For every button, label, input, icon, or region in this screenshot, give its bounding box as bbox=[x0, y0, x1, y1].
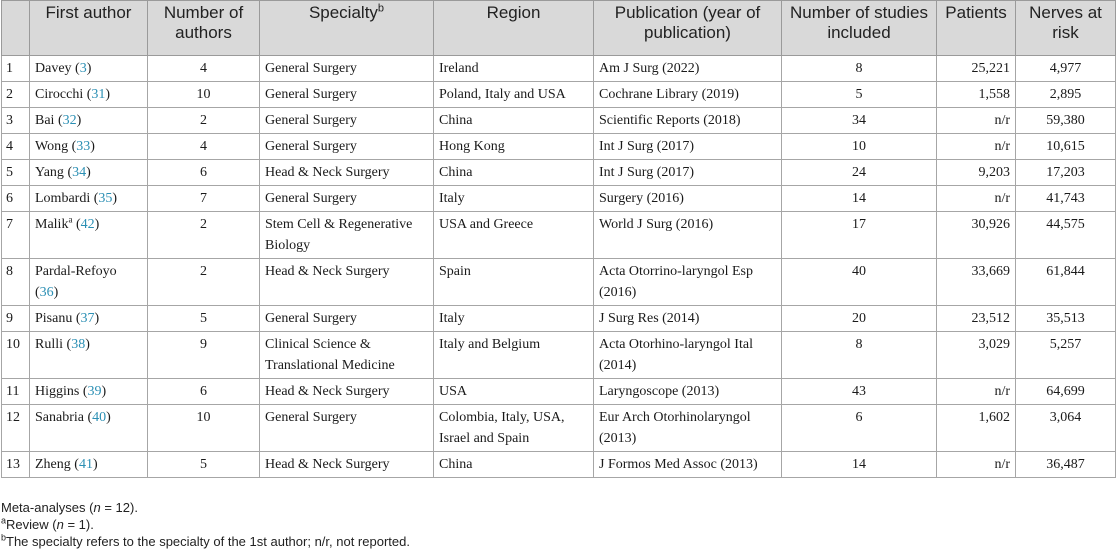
nerves-value: 35,513 bbox=[1046, 311, 1085, 326]
table-row bbox=[2, 259, 1116, 306]
cell-first-author: Pisanu (37) bbox=[30, 306, 148, 332]
patients-value: 9,203 bbox=[978, 165, 1010, 180]
cell-patients bbox=[937, 212, 1016, 259]
cell-index bbox=[2, 134, 30, 160]
cell-patients bbox=[937, 108, 1016, 134]
table-row bbox=[2, 306, 1116, 332]
patients-value: 25,221 bbox=[971, 61, 1010, 76]
region-value: Hong Kong bbox=[439, 139, 505, 154]
cell-publication bbox=[594, 82, 782, 108]
cell-number-of-authors bbox=[148, 212, 260, 259]
cell-region bbox=[434, 134, 594, 160]
cell-patients bbox=[937, 134, 1016, 160]
cell-region bbox=[434, 306, 594, 332]
cell-publication bbox=[594, 108, 782, 134]
cell-first-author: Pardal-Refoyo (36) bbox=[30, 259, 148, 306]
cell-nerves-at-risk bbox=[1016, 212, 1116, 259]
cell-patients bbox=[937, 186, 1016, 212]
cell-first-author: Lombardi (35) bbox=[30, 186, 148, 212]
note-3-sup: b bbox=[1, 532, 7, 543]
reference-link[interactable]: 36 bbox=[39, 285, 54, 300]
studies-count: 6 bbox=[855, 410, 863, 425]
cell-number-of-authors bbox=[148, 82, 260, 108]
cell-first-author: Sanabria (40) bbox=[30, 405, 148, 452]
index-value: 9 bbox=[6, 311, 13, 326]
cell-index bbox=[2, 405, 30, 452]
cell-region bbox=[434, 379, 594, 405]
table-row bbox=[2, 186, 1116, 212]
cell-region bbox=[434, 56, 594, 82]
table-row bbox=[2, 134, 1116, 160]
publication-value: World J Surg (2016) bbox=[599, 217, 714, 232]
authors-count: 2 bbox=[200, 113, 207, 128]
cell-number-of-authors bbox=[148, 160, 260, 186]
cell-number-of-studies bbox=[782, 306, 937, 332]
studies-count: 5 bbox=[855, 87, 863, 102]
region-value: Italy bbox=[439, 191, 465, 206]
author-name: Wong bbox=[35, 139, 69, 154]
reference-link[interactable]: 34 bbox=[72, 165, 87, 180]
patients-value: n/r bbox=[994, 384, 1010, 399]
region-value: Italy and Belgium bbox=[439, 337, 541, 352]
specialty-value: General Surgery bbox=[265, 113, 357, 128]
author-name: Bai bbox=[35, 113, 55, 128]
nerves-value: 44,575 bbox=[1046, 217, 1085, 232]
cell-index bbox=[2, 379, 30, 405]
publication-value: Eur Arch Otorhinolaryngol (2013) bbox=[599, 410, 751, 446]
specialty-value: Head & Neck Surgery bbox=[265, 264, 390, 279]
patients-value: n/r bbox=[994, 113, 1010, 128]
reference-link[interactable]: 33 bbox=[76, 139, 91, 154]
author-name: Zheng bbox=[35, 457, 71, 472]
nerves-value: 59,380 bbox=[1046, 113, 1085, 128]
authors-count: 4 bbox=[200, 139, 207, 154]
specialty-value: Head & Neck Surgery bbox=[265, 457, 390, 472]
cell-first-author: Zheng (41) bbox=[30, 452, 148, 478]
specialty-value: Clinical Science & Translational Medicine bbox=[265, 337, 395, 373]
header-specialty-sup: b bbox=[377, 2, 385, 15]
patients-value: n/r bbox=[994, 139, 1010, 154]
header-specialty bbox=[260, 1, 434, 56]
cell-index bbox=[2, 212, 30, 259]
authors-count: 5 bbox=[200, 311, 207, 326]
reference-link[interactable]: 31 bbox=[91, 87, 106, 102]
cell-number-of-authors bbox=[148, 108, 260, 134]
cell-index bbox=[2, 332, 30, 379]
reference-link[interactable]: 40 bbox=[92, 410, 107, 425]
authors-count: 4 bbox=[200, 61, 207, 76]
reference-link[interactable]: 32 bbox=[62, 113, 77, 128]
cell-number-of-authors bbox=[148, 259, 260, 306]
cell-first-author: Rulli (38) bbox=[30, 332, 148, 379]
cell-number-of-authors bbox=[148, 306, 260, 332]
header-number-of-studies: Number of studies included bbox=[782, 1, 937, 56]
patients-value: n/r bbox=[994, 457, 1010, 472]
cell-patients bbox=[937, 452, 1016, 478]
specialty-value: General Surgery bbox=[265, 87, 357, 102]
authors-count: 7 bbox=[200, 191, 207, 206]
cell-index bbox=[2, 108, 30, 134]
patients-value: 30,926 bbox=[971, 217, 1010, 232]
table-row bbox=[2, 160, 1116, 186]
studies-count: 43 bbox=[852, 384, 866, 399]
header-index bbox=[2, 1, 30, 56]
studies-count: 17 bbox=[852, 217, 866, 232]
cell-specialty bbox=[260, 332, 434, 379]
note-2-prefix: Review ( bbox=[6, 517, 57, 532]
cell-index bbox=[2, 306, 30, 332]
author-name: Yang bbox=[35, 165, 64, 180]
note-1-prefix: Meta-analyses ( bbox=[1, 500, 94, 515]
cell-region bbox=[434, 186, 594, 212]
specialty-value: Stem Cell & Regenerative Biology bbox=[265, 217, 413, 253]
cell-publication bbox=[594, 306, 782, 332]
region-value: Poland, Italy and USA bbox=[439, 87, 566, 102]
cell-nerves-at-risk bbox=[1016, 108, 1116, 134]
studies-count: 40 bbox=[852, 264, 866, 279]
patients-value: 33,669 bbox=[971, 264, 1010, 279]
header-specialty-label: Specialty bbox=[308, 3, 378, 22]
cell-specialty bbox=[260, 186, 434, 212]
authors-count: 10 bbox=[196, 87, 211, 102]
note-2-n: n bbox=[56, 517, 64, 532]
cell-region bbox=[434, 332, 594, 379]
reference-link[interactable]: 38 bbox=[71, 337, 86, 352]
specialty-value: General Surgery bbox=[265, 61, 357, 76]
cell-patients bbox=[937, 56, 1016, 82]
cell-number-of-studies bbox=[782, 56, 937, 82]
reference-link[interactable]: 39 bbox=[87, 384, 102, 399]
cell-number-of-studies bbox=[782, 212, 937, 259]
author-name: Rulli bbox=[35, 337, 64, 352]
author-name: Pardal-Refoyo bbox=[35, 264, 117, 279]
region-value: Italy bbox=[439, 311, 465, 326]
meta-analysis-table bbox=[1, 0, 1116, 478]
table-row bbox=[2, 56, 1116, 82]
publication-value: Acta Otorhino-laryngol Ital (2014) bbox=[599, 337, 753, 373]
cell-nerves-at-risk bbox=[1016, 332, 1116, 379]
cell-region bbox=[434, 452, 594, 478]
table-row bbox=[2, 405, 1116, 452]
note-2-suffix: = 1). bbox=[63, 517, 94, 532]
nerves-value: 3,064 bbox=[1049, 410, 1082, 425]
cell-number-of-authors bbox=[148, 186, 260, 212]
cell-patients bbox=[937, 82, 1016, 108]
cell-number-of-authors bbox=[148, 332, 260, 379]
patients-value: 1,602 bbox=[978, 410, 1010, 425]
cell-publication bbox=[594, 56, 782, 82]
specialty-value: Head & Neck Surgery bbox=[265, 384, 390, 399]
publication-value: Int J Surg (2017) bbox=[599, 139, 695, 154]
publication-value: Cochrane Library (2019) bbox=[599, 87, 739, 102]
cell-region bbox=[434, 259, 594, 306]
cell-publication bbox=[594, 259, 782, 306]
cell-specialty bbox=[260, 56, 434, 82]
author-name: Cirocchi bbox=[35, 87, 84, 102]
reference-link[interactable]: 42 bbox=[80, 217, 95, 232]
cell-specialty bbox=[260, 108, 434, 134]
publication-value: J Formos Med Assoc (2013) bbox=[599, 457, 758, 472]
publication-value: J Surg Res (2014) bbox=[599, 311, 700, 326]
studies-count: 24 bbox=[852, 165, 866, 180]
cell-first-author: Davey (3) bbox=[30, 56, 148, 82]
author-name: Lombardi bbox=[35, 191, 91, 206]
author-name: Malik bbox=[35, 217, 69, 232]
author-note-sup: a bbox=[68, 214, 73, 225]
cell-patients bbox=[937, 332, 1016, 379]
authors-count: 2 bbox=[200, 264, 207, 279]
cell-specialty bbox=[260, 405, 434, 452]
cell-publication bbox=[594, 186, 782, 212]
table-row bbox=[2, 212, 1116, 259]
region-value: China bbox=[439, 165, 473, 180]
header-first-author: First author bbox=[30, 1, 148, 56]
region-value: China bbox=[439, 113, 473, 128]
region-value: USA bbox=[439, 384, 468, 399]
region-value: Colombia, Italy, USA, Israel and Spain bbox=[439, 410, 565, 446]
author-name: Higgins bbox=[35, 384, 80, 399]
publication-value: Scientific Reports (2018) bbox=[599, 113, 741, 128]
cell-specialty bbox=[260, 134, 434, 160]
cell-nerves-at-risk bbox=[1016, 56, 1116, 82]
header-row bbox=[2, 1, 1116, 56]
index-value: 1 bbox=[6, 61, 13, 76]
specialty-value: General Surgery bbox=[265, 410, 357, 425]
authors-count: 6 bbox=[200, 384, 207, 399]
header-patients: Patients bbox=[937, 1, 1016, 56]
index-value: 5 bbox=[6, 165, 13, 180]
studies-count: 34 bbox=[852, 113, 866, 128]
cell-number-of-studies bbox=[782, 160, 937, 186]
studies-count: 14 bbox=[852, 457, 866, 472]
cell-patients bbox=[937, 160, 1016, 186]
cell-specialty bbox=[260, 82, 434, 108]
note-1-n: n bbox=[93, 500, 101, 515]
index-value: 10 bbox=[6, 337, 20, 352]
publication-value: Acta Otorrino-laryngol Esp (2016) bbox=[599, 264, 753, 300]
cell-publication bbox=[594, 134, 782, 160]
patients-value: n/r bbox=[994, 191, 1010, 206]
cell-patients bbox=[937, 306, 1016, 332]
publication-value: Laryngoscope (2013) bbox=[599, 384, 720, 399]
nerves-value: 10,615 bbox=[1046, 139, 1085, 154]
cell-nerves-at-risk bbox=[1016, 452, 1116, 478]
cell-number-of-authors bbox=[148, 405, 260, 452]
authors-count: 9 bbox=[200, 337, 207, 352]
index-value: 3 bbox=[6, 113, 13, 128]
cell-first-author: Malik$^a$ (42) bbox=[30, 212, 148, 259]
cell-number-of-studies bbox=[782, 452, 937, 478]
publication-value: Am J Surg (2022) bbox=[599, 61, 700, 76]
cell-publication bbox=[594, 379, 782, 405]
cell-first-author: Bai (32) bbox=[30, 108, 148, 134]
cell-nerves-at-risk bbox=[1016, 306, 1116, 332]
cell-nerves-at-risk bbox=[1016, 82, 1116, 108]
cell-specialty bbox=[260, 379, 434, 405]
note-1-suffix: = 12). bbox=[100, 500, 138, 515]
authors-count: 6 bbox=[200, 165, 207, 180]
cell-nerves-at-risk bbox=[1016, 134, 1116, 160]
nerves-value: 61,844 bbox=[1046, 264, 1085, 279]
region-value: USA and Greece bbox=[439, 217, 534, 232]
cell-specialty bbox=[260, 212, 434, 259]
cell-nerves-at-risk bbox=[1016, 405, 1116, 452]
note-2-sup: a bbox=[1, 515, 7, 526]
cell-publication bbox=[594, 160, 782, 186]
cell-number-of-studies bbox=[782, 108, 937, 134]
index-value: 6 bbox=[6, 191, 13, 206]
cell-number-of-studies bbox=[782, 405, 937, 452]
region-value: Spain bbox=[439, 264, 471, 279]
cell-number-of-authors bbox=[148, 134, 260, 160]
index-value: 13 bbox=[6, 457, 20, 472]
nerves-value: 2,895 bbox=[1049, 87, 1082, 102]
nerves-value: 41,743 bbox=[1046, 191, 1085, 206]
cell-publication bbox=[594, 332, 782, 379]
cell-specialty bbox=[260, 259, 434, 306]
publication-value: Surgery (2016) bbox=[599, 191, 684, 206]
specialty-value: Head & Neck Surgery bbox=[265, 165, 390, 180]
cell-publication bbox=[594, 405, 782, 452]
cell-first-author: Yang (34) bbox=[30, 160, 148, 186]
cell-nerves-at-risk bbox=[1016, 379, 1116, 405]
cell-number-of-authors bbox=[148, 56, 260, 82]
specialty-value: General Surgery bbox=[265, 139, 357, 154]
cell-number-of-studies bbox=[782, 82, 937, 108]
index-value: 2 bbox=[6, 87, 13, 102]
cell-number-of-studies bbox=[782, 379, 937, 405]
header-nerves-at-risk: Nerves at risk bbox=[1016, 1, 1116, 56]
studies-count: 10 bbox=[852, 139, 866, 154]
cell-index bbox=[2, 186, 30, 212]
note-3-text: The specialty refers to the specialty of the 1st author; n/r, not reported. bbox=[6, 534, 410, 549]
cell-specialty bbox=[260, 306, 434, 332]
index-value: 11 bbox=[6, 384, 20, 399]
cell-number-of-studies bbox=[782, 134, 937, 160]
header-number-of-authors: Number of authors bbox=[148, 1, 260, 56]
region-value: Ireland bbox=[439, 61, 479, 76]
cell-patients bbox=[937, 259, 1016, 306]
reference-link[interactable]: 37 bbox=[80, 311, 95, 326]
nerves-value: 64,699 bbox=[1046, 384, 1085, 399]
publication-value: Int J Surg (2017) bbox=[599, 165, 695, 180]
cell-region bbox=[434, 82, 594, 108]
specialty-value: General Surgery bbox=[265, 311, 357, 326]
index-value: 7 bbox=[6, 217, 13, 232]
reference-link[interactable]: 3 bbox=[79, 61, 87, 76]
author-name: Pisanu bbox=[35, 311, 73, 326]
cell-patients bbox=[937, 405, 1016, 452]
authors-count: 2 bbox=[200, 217, 207, 232]
note-review bbox=[1, 516, 410, 533]
studies-count: 14 bbox=[852, 191, 866, 206]
table-row bbox=[2, 332, 1116, 379]
reference-link[interactable]: 41 bbox=[78, 457, 93, 472]
nerves-value: 17,203 bbox=[1046, 165, 1085, 180]
patients-value: 23,512 bbox=[971, 311, 1010, 326]
reference-link[interactable]: 35 bbox=[98, 191, 113, 206]
cell-publication bbox=[594, 452, 782, 478]
cell-index bbox=[2, 82, 30, 108]
cell-region bbox=[434, 160, 594, 186]
cell-number-of-authors bbox=[148, 452, 260, 478]
nerves-value: 36,487 bbox=[1046, 457, 1085, 472]
cell-specialty bbox=[260, 452, 434, 478]
note-meta-analyses bbox=[1, 499, 410, 516]
cell-region bbox=[434, 212, 594, 259]
cell-index bbox=[2, 160, 30, 186]
author-name: Davey bbox=[35, 61, 72, 76]
cell-index bbox=[2, 452, 30, 478]
cell-first-author: Higgins (39) bbox=[30, 379, 148, 405]
cell-region bbox=[434, 405, 594, 452]
index-value: 4 bbox=[6, 139, 13, 154]
authors-count: 10 bbox=[196, 410, 211, 425]
patients-value: 3,029 bbox=[978, 337, 1010, 352]
table-row bbox=[2, 452, 1116, 478]
table-body bbox=[2, 56, 1116, 478]
cell-nerves-at-risk bbox=[1016, 160, 1116, 186]
cell-index bbox=[2, 259, 30, 306]
cell-nerves-at-risk bbox=[1016, 259, 1116, 306]
header-region: Region bbox=[434, 1, 594, 56]
nerves-value: 5,257 bbox=[1049, 337, 1082, 352]
authors-count: 5 bbox=[200, 457, 207, 472]
table-row bbox=[2, 108, 1116, 134]
cell-number-of-studies bbox=[782, 186, 937, 212]
specialty-value: General Surgery bbox=[265, 191, 357, 206]
nerves-value: 4,977 bbox=[1049, 61, 1082, 76]
patients-value: 1,558 bbox=[978, 87, 1010, 102]
table-row bbox=[2, 82, 1116, 108]
note-specialty bbox=[1, 533, 410, 550]
index-value: 8 bbox=[6, 264, 13, 279]
cell-number-of-studies bbox=[782, 332, 937, 379]
cell-index bbox=[2, 56, 30, 82]
cell-first-author: Cirocchi (31) bbox=[30, 82, 148, 108]
studies-count: 20 bbox=[852, 311, 866, 326]
cell-nerves-at-risk bbox=[1016, 186, 1116, 212]
studies-count: 8 bbox=[855, 337, 863, 352]
cell-region bbox=[434, 108, 594, 134]
cell-patients bbox=[937, 379, 1016, 405]
header-publication: Publication (year of publication) bbox=[594, 1, 782, 56]
region-value: China bbox=[439, 457, 473, 472]
author-name: Sanabria bbox=[35, 410, 84, 425]
studies-count: 8 bbox=[855, 61, 863, 76]
cell-first-author: Wong (33) bbox=[30, 134, 148, 160]
cell-number-of-studies bbox=[782, 259, 937, 306]
cell-specialty bbox=[260, 160, 434, 186]
table-notes bbox=[1, 499, 410, 550]
table-row bbox=[2, 379, 1116, 405]
cell-number-of-authors bbox=[148, 379, 260, 405]
index-value: 12 bbox=[6, 410, 20, 425]
cell-publication bbox=[594, 212, 782, 259]
